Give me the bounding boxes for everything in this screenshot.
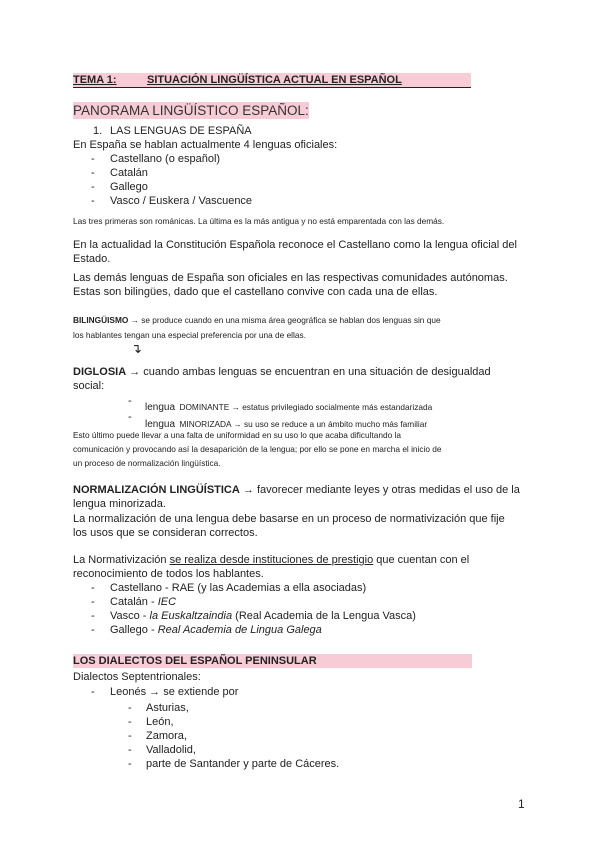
- doc-header: [73, 73, 471, 88]
- paragraph-line: social:: [73, 380, 105, 392]
- paragraph-line: un proceso de normalización lingüística.: [73, 458, 221, 468]
- paragraph-line: los hablantes tengan una especial preferencia por una de ellas.: [73, 330, 306, 340]
- list-item: -: [91, 624, 95, 636]
- list-item: -: [128, 730, 132, 742]
- list-item: parte de Santander y parte de Cáceres.: [146, 758, 340, 770]
- list-item: Vasco - la Euskaltzaindia (Real Academia de la Lengua Vasca): [110, 610, 416, 622]
- paragraph-line: Estado.: [73, 253, 111, 265]
- list-item: Catalán - IEC: [110, 596, 177, 608]
- list-item: -: [91, 686, 95, 698]
- diglosia-line: DIGLOSIA → cuando ambas lenguas se encuentran en una situación de desigualdad: [73, 366, 491, 378]
- paragraph-line: En la actualidad la Constitución Española reconoce el Castellano como la lengua oficial del: [73, 239, 517, 251]
- section-title-dialectos: LOS DIALECTOS DEL ESPAÑOL PENINSULAR: [73, 654, 472, 668]
- note-text: Las tres primeras son románicas. La última es la más antigua y no está emparentada con las demás.: [73, 216, 445, 226]
- term-normalizacion: NORMALIZACIÓN LINGÜÍSTICA: [73, 484, 240, 496]
- list-number: 1.: [93, 125, 103, 137]
- paragraph-line: comunicación y provocando así la desaparición de la lengua; por ello se pone en marcha el inicio de: [73, 444, 442, 454]
- list-item: Asturias,: [146, 702, 189, 714]
- list-item: -: [91, 582, 95, 594]
- normalizacion-line: NORMALIZACIÓN LINGÜÍSTICA → favorecer mediante leyes y otras medidas el uso de la: [73, 484, 520, 496]
- list-item: -: [91, 610, 95, 622]
- list-item: León,: [146, 716, 174, 728]
- paragraph-line: reconocimiento de todos los hablantes.: [73, 568, 264, 580]
- list-item: Gallego - Real Academia de Lingua Galega: [110, 624, 322, 636]
- intro-text: En España se hablan actualmente 4 lenguas oficiales:: [73, 139, 338, 151]
- list-item: Castellano (o español): [110, 153, 221, 165]
- list-item: -: [128, 702, 132, 714]
- list-item: -: [128, 744, 132, 756]
- paragraph-line: Estas son bilingües, dado que el castellano convive con cada una de ellas.: [73, 286, 438, 298]
- paragraph-line: Las demás lenguas de España son oficiales en las respectivas comunidades autónomas.: [73, 272, 508, 284]
- list-item: Castellano - RAE (y las Academias a ella asociadas): [110, 582, 367, 594]
- list-item: -: [91, 167, 95, 179]
- paragraph-line: lengua minorizada.: [73, 498, 166, 510]
- section-title-panorama: PANORAMA LINGÜÍSTICO ESPAÑOL:: [73, 103, 309, 118]
- bilinguismo-line: BILINGÜISMO → se produce cuando en una misma área geográfica se hablan dos lenguas sin que: [73, 315, 441, 325]
- list-item-leones: Leonés → se extiende por: [110, 686, 239, 698]
- list-item: -: [128, 395, 132, 407]
- list-item: Catalán: [110, 167, 148, 179]
- topic-title: SITUACIÓN LINGÜÍSTICA ACTUAL EN ESPAÑOL: [147, 74, 402, 86]
- list-item: -: [91, 195, 95, 207]
- list-item: -: [91, 181, 95, 193]
- term-bilinguismo: BILINGÜISMO: [73, 315, 129, 325]
- term-diglosia: DIGLOSIA: [73, 366, 127, 378]
- list-item: lengua DOMINANTE → estatus privilegiado socialmente más estandarizada: [145, 402, 433, 413]
- list-item: -: [128, 716, 132, 728]
- list-item: Valladolid,: [146, 744, 196, 756]
- list-item: lengua MINORIZADA → su uso se reduce a un ámbito mucho más familiar: [145, 419, 428, 430]
- underlined-phrase: se realiza desde instituciones de prestigio: [169, 554, 374, 566]
- list-item: -: [91, 596, 95, 608]
- paragraph-line: los usos que se consideran correctos.: [73, 527, 258, 539]
- page-number: 1: [518, 797, 525, 811]
- normativizacion-line: La Normativización se realiza desde instituciones de prestigio que cuentan con el: [73, 554, 470, 566]
- list-heading-lenguas: LAS LENGUAS DE ESPAÑA: [110, 125, 252, 137]
- list-item: -: [91, 153, 95, 165]
- subtitle-septentrionales: Dialectos Septentrionales:: [73, 671, 201, 683]
- list-item: -: [128, 411, 132, 423]
- arrow-down-icon: ↴: [131, 341, 142, 356]
- paragraph-line: La normalización de una lengua debe basarse en un proceso de normativización que fije: [73, 513, 505, 525]
- topic-label: TEMA 1:: [73, 74, 117, 86]
- list-item: Gallego: [110, 181, 148, 193]
- list-item: -: [128, 758, 132, 770]
- paragraph-line: Esto último puede llevar a una falta de uniformidad en su uso lo que acaba dificultando la: [73, 430, 401, 440]
- list-item: Zamora,: [146, 730, 187, 742]
- list-item: Vasco / Euskera / Vascuence: [110, 195, 253, 207]
